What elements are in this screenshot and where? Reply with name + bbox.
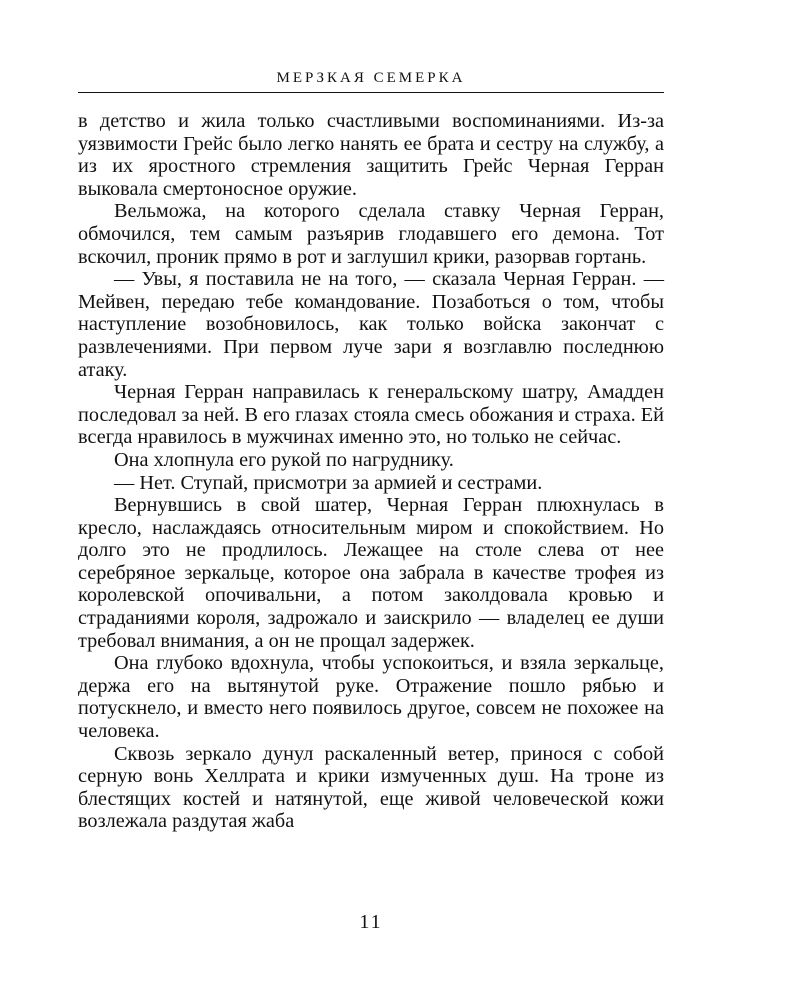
paragraph: в детство и жила только счастливыми воспоминаниями. Из-за уязвимости Грейс было легко нанять ее брата и сестру на службу, а из их яростного стремления защитить Грейс Черная Герран выковала смертоносное оружие. xyxy=(78,110,664,200)
paragraph: Она глубоко вдохнула, чтобы успокоиться, и взяла зеркальце, держа его на вытянутой руке. Отражение пошло рябью и потускнело, и вместо него появилось другое, совсем не похожее на человека. xyxy=(78,652,664,743)
paragraph: Черная Герран направилась к генеральскому шатру, Амадден последовал за ней. В его глазах стояла смесь обожания и страха. Ей всегда нравилось в мужчинах именно это, но только не сейчас. xyxy=(78,381,664,449)
paragraph: — Увы, я поставила не на того, — сказала Черная Герран. — Мейвен, передаю тебе командование. Позаботься о том, чтобы наступление возобновилось, как только войска закончат с развлечениями. При первом луче зари я возглавлю последнюю атаку. xyxy=(78,268,664,381)
paragraph: Она хлопнула его рукой по нагруднику. xyxy=(114,448,454,471)
body-text xyxy=(78,110,664,833)
header-rule xyxy=(78,92,664,93)
paragraph: Вельможа, на которого сделала ставку Черная Герран, обмочился, тем самым разъярив глодавшего его демона. Тот вскочил, проник прямо в рот и заглушил крики, разорвав гортань. xyxy=(78,200,664,268)
page-number: 11 xyxy=(359,911,383,933)
paragraph: — Нет. Ступай, присмотри за армией и сестрами. xyxy=(114,471,543,494)
running-header-title: МЕРЗКАЯ СЕМЕРКА xyxy=(276,70,466,86)
paragraph: Вернувшись в свой шатер, Черная Герран плюхнулась в кресло, наслаждаясь относительным миром и спокойствием. Но долго это не продлилось. Лежащее на столе слева от нее серебряное зеркальце, которое она забрала в качестве трофея из королевской опочивальни, а потом заколдовала кровью и страданиями короля, задрожало и заискрило — владелец ее души требовал внимания, а он не прощал задержек. xyxy=(78,494,664,652)
paragraph: Сквозь зеркало дунул раскаленный ветер, принося с собой серную вонь Хеллрата и крики измученных душ. На троне из блестящих костей и натянутой, еще живой человеческой кожи возлежала раздутая жаба xyxy=(78,742,664,833)
